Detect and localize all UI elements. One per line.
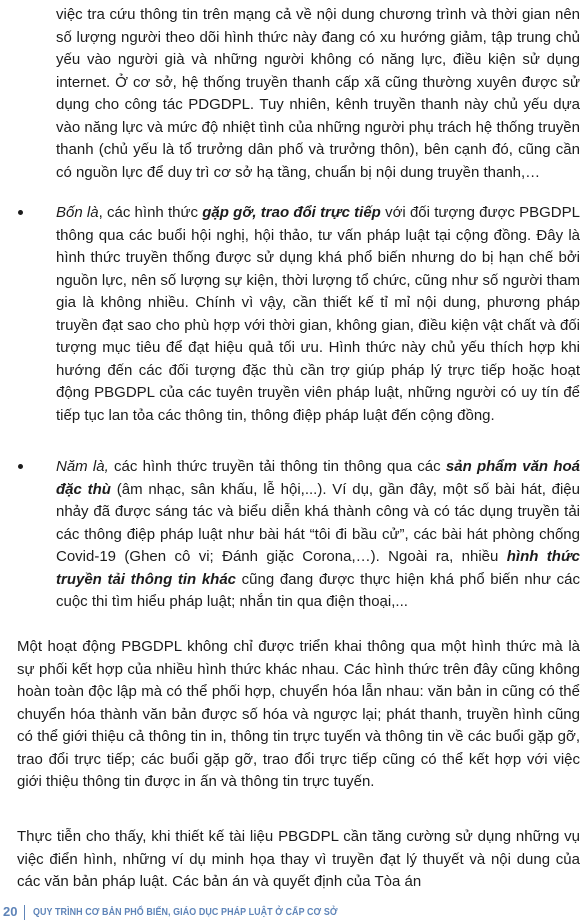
- bullet-emphasis: hình thức truyền tải thông tin khác: [56, 548, 581, 588]
- continuation-paragraph: việc tra cứu thông tin trên mạng cả về nội dung chương trình và thời gian nên số lượng người theo dõi hình thức này đang có xu hướng giảm, tập trung chủ yếu vào người già và những người không có năng lực, điều kiện sử dụng internet. Ở cơ sở, hệ thống truyền thanh cấp xã cũng thường xuyên được sử dụng cho công tác PDGDPL. Tuy nhiên, kênh truyền thanh này chủ yếu dựa vào năng lực và mức độ nhiệt tình của những người phụ trách hệ thống truyền thanh (chủ yếu là tổ trưởng dân phố và trưởng thôn), bên cạnh đó, cũng cần có nguồn lực để duy trì cơ sở hạ tầng, chuẩn bị nội dung truyền thanh,…: [56, 6, 580, 181]
- bullet-text-part: , các hình thức: [98, 204, 203, 221]
- bullet-emphasis: gặp gỡ, trao đổi trực tiếp: [202, 204, 381, 221]
- bullet-text: [56, 202, 580, 427]
- page-footer: [0, 903, 585, 924]
- page-number: 20: [3, 904, 18, 919]
- bullet-lead: Bốn là: [56, 204, 99, 221]
- bullet-dot-icon: [18, 210, 23, 215]
- bullet-lead: Năm là,: [56, 458, 109, 475]
- bullet-emphasis: sản phẩm văn hoá đặc thù: [56, 458, 580, 498]
- bullet-dot-icon: [18, 464, 23, 469]
- footer-divider: [24, 905, 25, 920]
- bullet-text-part: các hình thức truyền tải thông tin thông qua các: [108, 458, 446, 475]
- body-paragraph: Thực tiễn cho thấy, khi thiết kế tài liệu PBGDPL cần tăng cường sử dụng những vụ việc điển hình, những ví dụ minh họa thay vì truyền đạt lý thuyết và nội dung của các văn bản pháp luật. Các bản án và quyết định của Tòa án: [17, 828, 580, 890]
- body-paragraph: Một hoạt động PBGDPL không chỉ được triển khai thông qua một hình thức mà là sự phối kết hợp của nhiều hình thức khác nhau. Các hình thức trên đây cũng không hoàn toàn độc lập mà có thể phối hợp, chuyển hóa lẫn nhau: văn bản in cũng có thể chuyển hóa thành văn bản được số hóa và ngược lại; phát thanh, truyền hình cũng có thể giới thiệu cả thông tin in, thông tin trực tuyến và thông tin về các buổi gặp gỡ, trao đổi trực tiếp; các buổi gặp gỡ, trao đổi trực tiếp cũng có thể kết hợp với việc giới thiệu thông tin được in ấn và thông tin trực tuyến.: [17, 638, 580, 790]
- bullet-text-part: (âm nhạc, sân khấu, lễ hội,...). Ví dụ, gần đây, một số bài hát, điệu nhảy đã được sáng tác và biểu diễn khá thành công và có tác dụng truyền tải các thông điệp pháp luật như bài hát “tôi đi bầu cử”, các bài hát phòng chống Covid-19 (Ghen cô vi; Đánh giặc Corona,…). Ngoài ra, nhiều: [56, 480, 580, 565]
- bullet-text-part: cũng đang được thực hiện khá phổ biến như các cuộc thi tìm hiểu pháp luật; nhắn tin qua điện thoại,...: [56, 570, 580, 610]
- footer-title: QUY TRÌNH CƠ BẢN PHỔ BIẾN, GIÁO DỤC PHÁP LUẬT Ở CẤP CƠ SỞ: [33, 906, 338, 918]
- bullet-text: [56, 456, 580, 614]
- bullet-text-part: với đối tượng được PBGDPL thông qua các buổi hội nghị, hội thảo, tư vấn pháp luật tại cộng đồng. Đây là hình thức truyền thống được sử dụng khá phổ biến nhưng do bị hạn chế bởi nguồn lực, nên số lượng sự kiện, thời lượng tổ chức, cũng như số người tham gia là không nhiều. Chính vì vậy, cần thiết kế tỉ mỉ nội dung, phương pháp truyền đạt sao cho phù hợp với thời gian, không gian, điều kiện vật chất và đối tượng mục tiêu để đạt hiệu quả tối ưu. Hình thức này chủ yếu thích hợp khi hướng đến các đối tượng đặc thù cần trợ giúp pháp lý trực tiếp hoặc hoạt động PBGDPL của các tuyên truyền viên pháp luật, những người có uy tín để tiếp tục lan tỏa các thông tin, thông điệp pháp luật đến cộng đồng.: [56, 204, 580, 424]
